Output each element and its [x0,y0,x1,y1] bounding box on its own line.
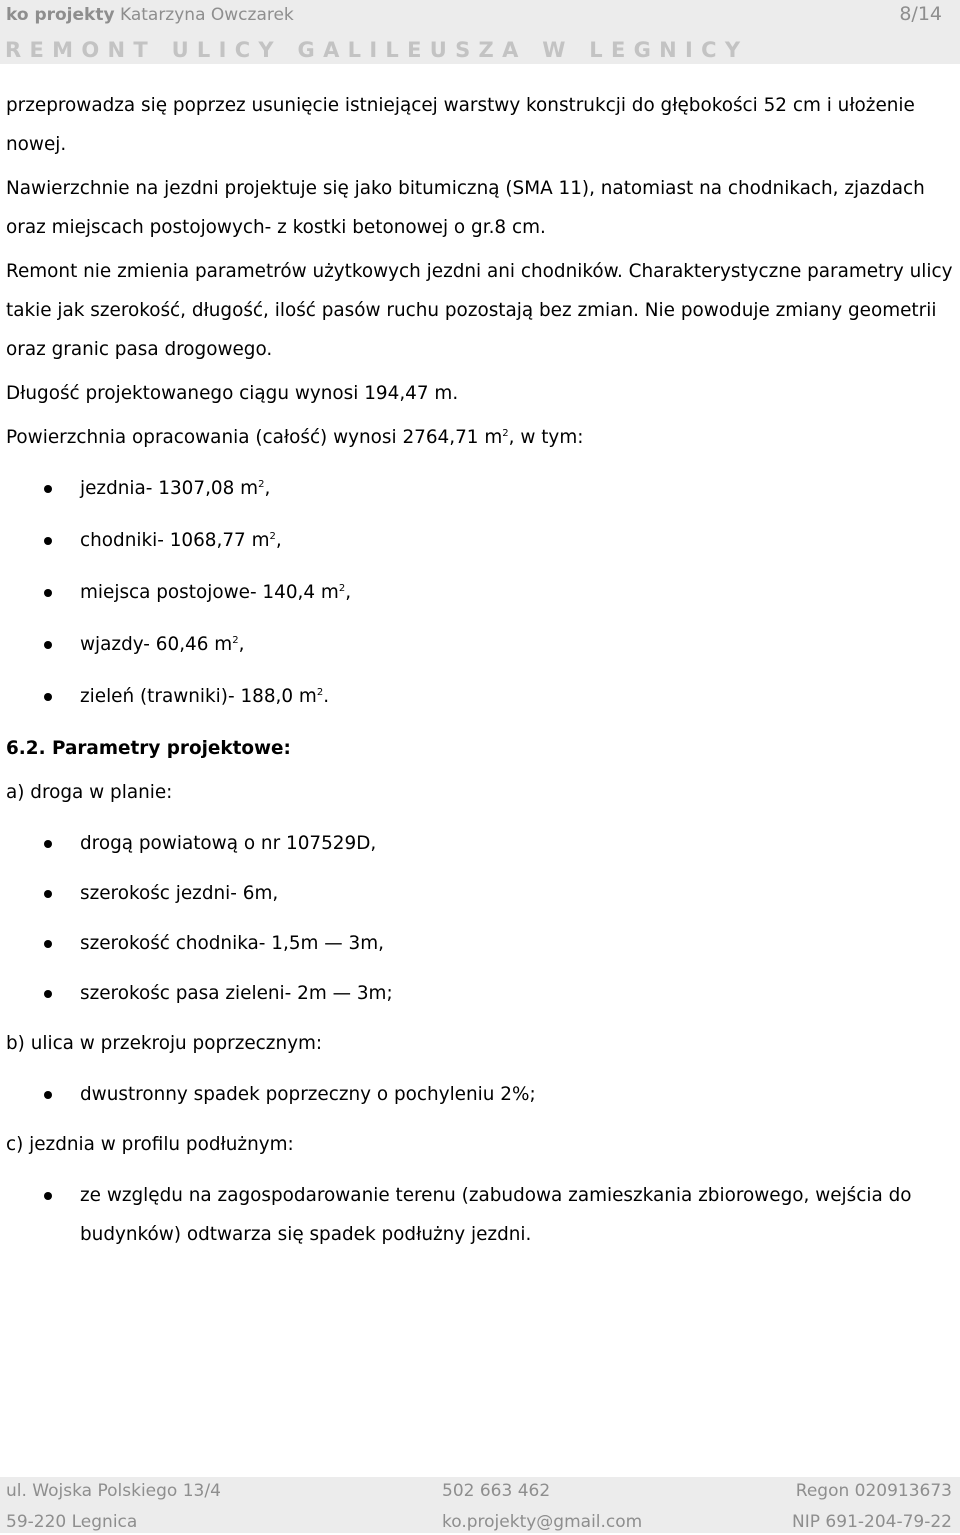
list-item: dwustronny spadek poprzeczny o pochyleniu 2%; [6,1075,956,1114]
document-body [6,86,956,1265]
area-total-suffix: , w tym: [508,427,584,448]
bullet-icon [44,1192,52,1200]
area-list [6,469,956,716]
bullet-icon [44,840,52,848]
area-unit-sup: 2 [502,428,509,439]
bullet-icon [44,485,52,493]
page-header [0,0,960,64]
footer-nip: NIP 691-204-79-22 [792,1512,952,1532]
page-footer [0,1477,960,1533]
subheading-plan: a) droga w planie: [6,782,173,803]
paragraph-parameters: Remont nie zmienia parametrów użytkowych jezdni ani chodników. Charakterystyczne parametry ulicy takie jak szerokość, długość, ilość pasów ruchu pozostają bez zmian. Nie powoduje zmiany geometrii oraz granic pasa drogowego. [6,261,953,360]
list-item: zieleń (trawniki)- 188,0 $m^2$. [6,677,956,716]
list-item: miejsca postojowe- 140,4 $m^2$, [6,573,956,612]
bullet-icon [44,990,52,998]
footer-row-2 [0,1509,960,1535]
footer-address-street: ul. Wojska Polskiego 13/4 [6,1481,221,1501]
area-total-text: Powierzchnia opracowania (całość) wynosi 2764,71 m [6,427,503,448]
plan-list [6,824,956,1013]
list-item: wjazdy- 60,46 $m^2$, [6,625,956,664]
list-item: drogą powiatową o nr 107529D, [6,824,956,863]
bullet-icon [44,641,52,649]
company-owner: Katarzyna Owczarek [119,5,294,25]
section-heading: 6.2. Parametry projektowe: [6,738,291,759]
list-item: szerokośc pasa zieleni- 2m — 3m; [6,974,956,1013]
bullet-icon [44,693,52,701]
cross-section-list [6,1075,956,1114]
bullet-icon [44,1091,52,1099]
bullet-icon [44,890,52,898]
subheading-profile: c) jezdnia w profilu podłużnym: [6,1134,294,1155]
subheading-cross-section: b) ulica w przekroju poprzecznym: [6,1033,323,1054]
list-item: szerokość chodnika- 1,5m — 3m, [6,924,956,963]
company-name [6,4,294,26]
profile-list [6,1176,956,1254]
list-item: ze względu na zagospodarowanie terenu (zabudowa zamieszkania zbiorowego, wejścia do budynków) odtwarza się spadek podłużny jezdni. [6,1176,956,1254]
company-brand: ko projekty [6,5,115,25]
footer-regon: Regon 020913673 [795,1481,952,1501]
list-item: szerokośc jezdni- 6m, [6,874,956,913]
footer-email: ko.projekty@gmail.com [442,1512,643,1532]
list-item: jezdnia- 1307,08 $m^2$, [6,469,956,508]
paragraph-length: Długość projektowanego ciągu wynosi 194,47 m. [6,383,459,404]
page-number: 8/14 [899,3,942,25]
paragraph-removal: przeprowadza się poprzez usunięcie istniejącej warstwy konstrukcji do głębokości 52 cm i ułożenie nowej. [6,95,915,155]
footer-row-1 [0,1478,960,1504]
footer-phone: 502 663 462 [442,1481,551,1501]
bullet-icon [44,589,52,597]
document-title: REMONT ULICY GALILEUSZA W LEGNICY [5,38,749,62]
bullet-icon [44,940,52,948]
paragraph-surfaces: Nawierzchnie na jezdni projektuje się jako bitumiczną (SMA 11), natomiast na chodnikach, zjazdach oraz miejscach postojowych- z kostki betonowej o gr.8 cm. [6,178,925,238]
footer-address-city: 59-220 Legnica [6,1512,138,1532]
list-item: chodniki- 1068,77 $m^2$, [6,521,956,560]
bullet-icon [44,537,52,545]
paragraph-area-total [6,418,956,457]
